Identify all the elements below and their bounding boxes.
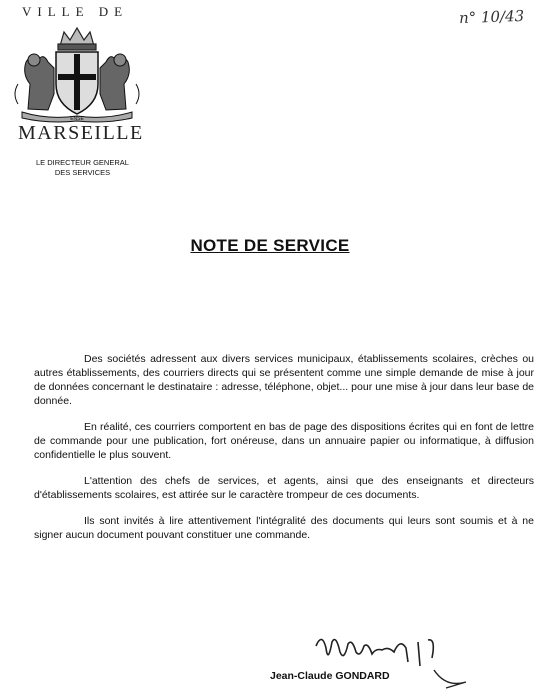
ville-de-label: VILLE DE [22, 4, 129, 19]
document-body [34, 352, 534, 554]
paragraph: En réalité, ces courriers comportent en bas de page des dispositions écrites qui en font de lettre de commande pour une publication, fort onéreuse, dans un annuaire papier ou informatique, à diffusion confidentielle le plus souvent. [34, 421, 534, 461]
paragraph: L'attention des chefs de services, et agents, ainsi que des enseignants et directeurs d'établissements scolaires, est attirée sur le caractère trompeur de ces documents. [34, 475, 534, 501]
paragraph: Des sociétés adressent aux divers services municipaux, établissements scolaires, crèches ou autres établissements, des courriers directs qui se présentent comme une simple demande de mise à jour de données concernant le destinataire : adresse, téléphone, objet... pour une mise à jour dans leur base de donnée. [34, 353, 534, 407]
crest-ribbon-text: ENSE [70, 116, 84, 122]
city-name: MARSEILLE [18, 122, 144, 144]
director-line-2: DES SERVICES [54, 168, 111, 177]
director-title [36, 158, 129, 178]
marseille-coat-of-arms-icon [8, 24, 146, 124]
reference-number: n° 10/43 [458, 6, 525, 28]
document-title: NOTE DE SERVICE [190, 236, 350, 255]
paragraph: Ils sont invités à lire attentivement l'intégralité des documents qui leurs sont soumis et à ne signer aucun document pouvant constituer une commande. [34, 515, 534, 541]
letterhead [0, 0, 160, 185]
director-line-1: LE DIRECTEUR GENERAL [36, 158, 129, 167]
signatory-name: Jean-Claude GONDARD [270, 670, 390, 682]
